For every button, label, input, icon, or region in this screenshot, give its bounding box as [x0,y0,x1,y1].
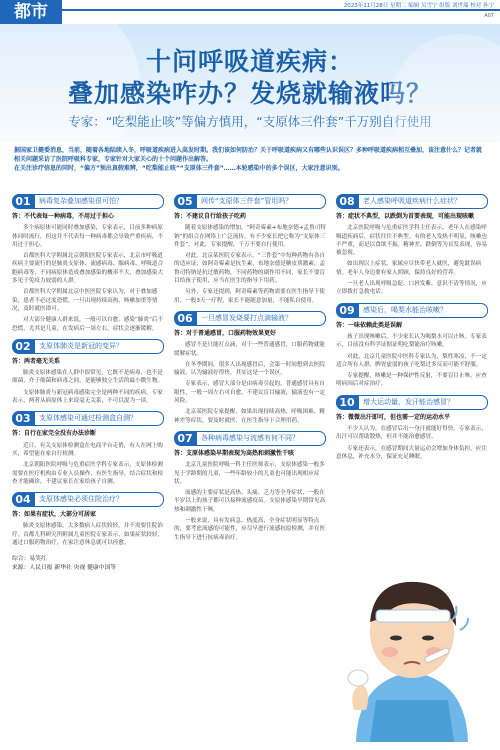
section-number: 10 [336,395,358,410]
paragraph: 一般来说，具有发病急、热度高、全身症状明显等特点的，要考虑流感的可能性，应尽早进行流感抗原检测，并在医生指导下进行抗病毒治疗。 [174,518,326,541]
source-credit [12,555,164,573]
lead-text: 据国家卫健委消息，当前，随着各地陆续入冬，呼吸道疾病进入高发时期。我们该如何防治？关于呼吸道疾病又有哪些认识误区？多种呼吸道疾病相互叠加，该注意什么？记者就相关问题采访了医院呼吸科专家，专家针对大家关心的十个问题作出解答。 [14,147,483,163]
paragraph: 专家还表示，在感冒期间大量运动会增加身体负担，应注意休息，补充水分，保证充足睡眠。 [336,445,487,460]
source-line: 来源：人民日报 新华社 央视 健康中国等 [12,565,117,572]
subheadline: 专家：“吃梨能止咳”等偏方慎用，“支原体三件套”千万别自行使用 [68,114,432,129]
section-title: 一旦感冒发烧要打点滴输液？ [196,311,326,326]
section-header [174,431,326,446]
column-2 [174,188,326,545]
answer-heading: 答：对于普通感冒，口服药物效果更好 [174,329,277,337]
answer-heading: 答：两者毫无关系 [12,357,61,365]
section-title: 病毒复杂叠加感染很可怕？ [34,194,164,209]
lead-text-2: 在关注诊疗信息的同时，“偏方”预出真假难辨，“吃梨能止咳”“支原体三件套”……本轮感染中的多个误区，大家注意识别。 [14,165,344,172]
answer-heading: 答：支原体感染早期表现为高热和刺激性干咳 [174,449,295,457]
section-title: 支原体肺炎是新冠的变异？ [34,339,164,354]
section-number: 06 [174,311,196,326]
answer-heading: 答：自行在家完全没有办法诊断 [12,430,97,438]
paragraph: 一旦老人出现呼吸急促、口唇发紫、意识不清等情况，应立即拨打急救电话。 [336,281,487,296]
paragraph: 流感的主要症状是高热、头痛、乏力等全身症状，一般在半岁以上的孩子都可以接种流感疫苗。支原体感染早期常见高热和刺激性干咳。 [174,490,326,513]
page-number: A07 [484,13,494,19]
headline-banner [0,24,500,142]
paragraph: 支原体肺炎与新冠病毒感染完全是两种不同的疾病。专家表示，两者从病原体上来说毫无关系，不可以混为一谈。 [12,389,163,405]
paragraph: 对此，北京儿童医院中医科专家认为，梨性寒凉，不一定适合所有人群，脾胃虚弱的孩子吃梨过多反而可能不舒服。 [336,353,487,368]
paragraph: 多个病原体可能同时叠加感染，专家表示，目前多种病原体同时流行，但这并不代表每一种病毒都会导致严重疾病，不用过于担心。 [12,225,164,248]
masthead [0,0,500,24]
paragraph: 专家表示，感冒大部分是由病毒引起的，普通感冒具有自限性，一般一周左右可自愈，不建议盲目输液，输液也有一定风险。 [174,381,326,405]
paragraph: 另外，专家还提到，阿奇霉素等药物需要在医生指导下使用，一般3天一疗程，家长不能随意加量，不能私自使用。 [174,289,325,304]
section-header [12,194,164,209]
paragraph: 肺炎支原体感染，大多数病人症状较轻，并不需要住院治疗。首都儿科研究所附属儿童医院专家表示，如果症状较轻，通过口服药物治疗，在家注意休息就可以痊愈。 [12,523,164,547]
section-title: 支原体感染必须住院治疗？ [34,492,164,507]
column-3 [336,188,488,464]
answer-heading: 答：微微出汗即可，但也需一定的运动水平 [336,413,451,421]
section-title: 网传“支原体三件套”管用吗？ [196,194,326,209]
issue-info: 2023年11月28日 星期二 编辑 吴雪宁 组版 刘世瑞 校对 孙宁 [343,3,494,9]
section-title: 老人感染呼吸道疾病什么症状？ [358,194,488,209]
paragraph: 专家提醒，咳嗽是一种保护性反射，不要盲目止咳，应查明病因后对症治疗。 [336,373,487,388]
section-number: 03 [12,411,34,426]
section-number: 07 [174,431,196,446]
sick-child-illustration [336,560,488,742]
paragraph: 对大部分健康人群来说，一般可以自愈。感染“肺炎”后不恐慌，尤其是儿童，在发病后一周左右，症状会逐渐缓解。 [12,317,164,332]
section-title: 各种病毒感染与流感有何不同？ [196,431,326,446]
paragraph: 如出现以上症状，家属应尽快带老人就医，避免耽误病情。老年人身边要有家人照顾，保持良好的营养。 [336,261,482,276]
paragraph: 肺炎支原体感染在人群中很常见，它既不是病毒，也不是细菌，介于细菌和病毒之间，是能够独立生活的最小微生物。 [12,370,164,385]
section-header [174,194,326,209]
section-header [12,411,164,426]
answer-heading: 答：如果有症状，大部分可居家 [12,511,97,519]
section-number: 01 [12,194,34,209]
paragraph: 北京医院呼吸与危重症医学科主任表示，老年人在感染呼吸道疾病后，症状往往不典型。有的老人发热不明显，咳嗽也不严重，而是以食欲不振、精神差、跌倒等为首发表现，容易被忽视。 [336,225,488,257]
answer-heading: 答：症状不典型，以跌倒为首要表现，可能出现咳嗽 [336,213,475,220]
paragraph: 在冬季期间，很多人出现感冒后，会第一时间想到去医院输液，认为输液好得快。其实这是一个误区。 [174,361,325,377]
paragraph: 不少人认为，在感冒后出一身汗就能好得快。专家表示，出汗可以帮助散热，但并不能治愈感冒。 [336,426,487,441]
paragraph: 近日，有关支原体检测盒在电商平台走俏，有人在网上购买，希望能在家自行检测。 [12,442,163,457]
paragraph: 首都医科大学附属北京中医医院专家认为，对于叠加感染，患者不必过度恐慌。一旦出现持续高热、咳嗽加重等情况，及时就医即可。 [12,289,158,312]
masthead-rule [62,9,500,11]
section-number: 04 [12,492,34,507]
headline-line-2: 叠加感染咋办？发烧就输液吗？ [67,79,432,108]
paragraph: 首都医科大学附属北京朝阳医院专家表示，北京市呼吸道疾病主要流行的是肺炎支原体、流感病毒、腺病毒、呼吸道合胞病毒等，不同病原体造成叠加感染的概率不大，叠加感染大多见于免疫力较弱的人群。 [12,253,164,285]
column-1 [12,188,164,573]
section-number: 05 [174,194,196,209]
section-header [174,311,326,326]
paragraph: 北京某医院专家提醒，如果出现持续高热、呼吸困难、精神差等症状，要及时就医，在医生指导下合理用药。 [174,409,325,424]
paragraph: 随着支原体感染的增加，“阿奇霉素+布地奈德+孟鲁司特钠”的组合在网络上广泛流传，有不少家长把它称为“支原体三件套”。对此，专家提醒，千万不要自行使用。 [174,225,326,248]
section-number: 02 [12,339,34,354]
compiler-line: 综合：易笑红 [12,556,47,563]
section-name: 都市 [0,0,62,24]
paragraph: 北京朝阳医院呼吸与危重症医学科专家表示，支原体检测需要在医疗机构由专业人员操作，有医生指导，结合症状和检查才能确诊，不建议家长在家给孩子自测。 [12,462,164,485]
answer-heading: 答：不建议自行给孩子吃药 [174,213,247,220]
answer-heading: 答：一味依赖此类是误解 [336,321,403,329]
section-number: 08 [336,194,358,209]
section-header [12,492,164,507]
lead-paragraph [14,146,486,173]
paragraph: 对此，北京某医院专家表示，“三件套”中每种药物有各自的适应证，如阿奇霉素是抗生素，布地奈德是糖皮质激素，孟鲁司特钠是抗过敏药物，不同药物的副作用不同，家长不要盲目给孩子使用，应当在医生的指导下用药。 [174,253,326,285]
section-title: 感染后，喝梨水能治咳嗽？ [358,303,488,318]
section-header [12,339,164,354]
paragraph: 北京儿童医院呼吸一科主任医师表示，支原体感染一般多见于学龄期的儿童，一些年龄较小的儿童也可能出现相应症状。 [174,462,325,485]
section-header [336,303,488,318]
paragraph: 感冒不是只能打点滴，对于一些普通感冒，口服药物就能缓解症状。 [174,342,325,357]
paragraph: 孩子出现咳嗽后，不少家长认为喝梨水可以止咳。专家表示，目前没有科学证据证明吃梨能治疗咳嗽。 [336,333,487,349]
section-title: 支原体感染可通过检测盒自测？ [34,411,164,426]
section-number: 09 [336,303,358,318]
headline-line-1: 十问呼吸道疾病： [145,47,354,76]
section-header [336,395,488,410]
section-title: 增大运动量，发汗能治感冒？ [358,395,488,410]
section-header [336,194,488,209]
answer-heading: 答：不代表每一种病毒，不用过于担心 [12,213,115,220]
